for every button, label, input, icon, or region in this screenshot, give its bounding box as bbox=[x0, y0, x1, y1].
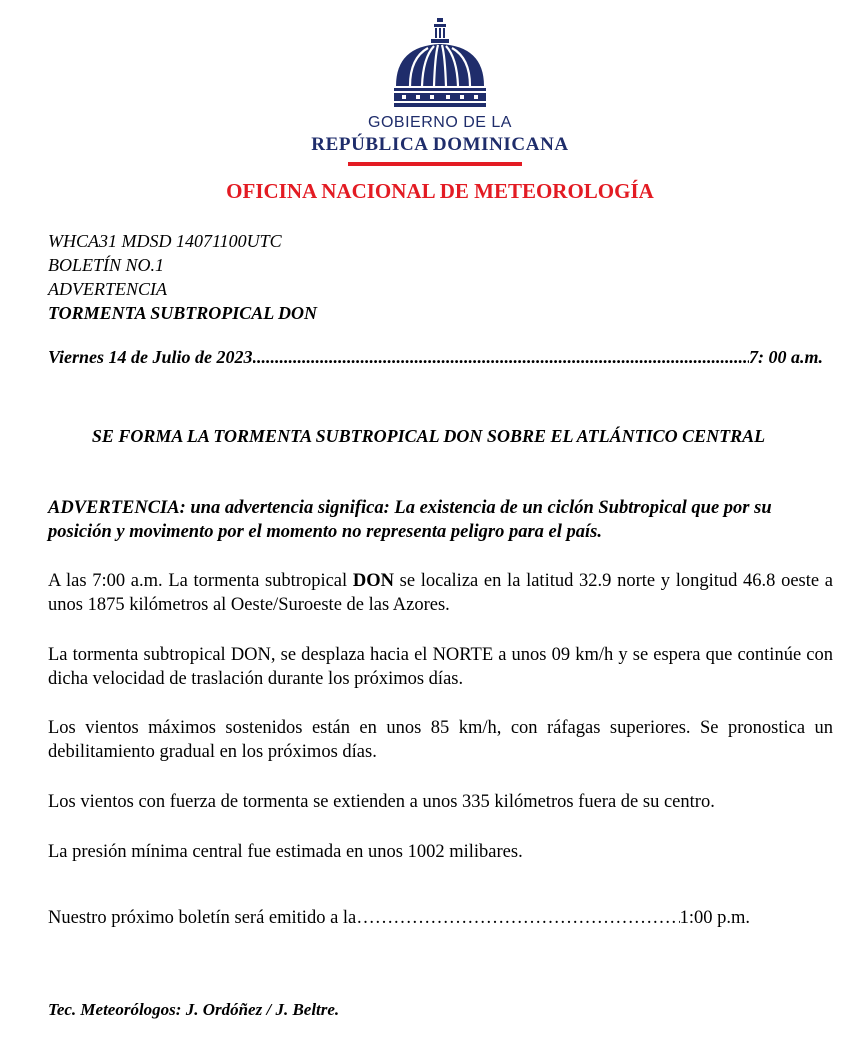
p1-text-b: se localiza en la latitud 32.9 norte y longitud 46.8 oeste a unos 1875 kilómetros al Oeste/Suroeste de las Azores. bbox=[48, 571, 833, 615]
next-bulletin-time: 1:00 p.m. bbox=[679, 908, 750, 928]
warning-definition: ADVERTENCIA: una advertencia significa: La existencia de un ciclón Subtropical que por su posición y movimento por el momento no representa peligro para el país. bbox=[48, 498, 772, 542]
p1-storm-name: DON bbox=[352, 571, 394, 591]
signature: Tec. Meteorólogos: J. Ordóñez / J. Beltre. bbox=[48, 1000, 340, 1019]
paragraph-location bbox=[48, 569, 833, 617]
storm-name: TORMENTA SUBTROPICAL DON bbox=[48, 303, 318, 323]
bulletin-type: ADVERTENCIA bbox=[48, 279, 167, 299]
government-logo bbox=[300, 14, 580, 174]
paragraph-extent: Los vientos con fuerza de tormenta se extienden a unos 335 kilómetros fuera de su centro. bbox=[48, 792, 715, 812]
leader-dots-2 bbox=[356, 908, 679, 929]
capitol-dome-icon bbox=[390, 14, 490, 112]
bulletin-number: BOLETÍN NO.1 bbox=[48, 255, 165, 275]
leader-dots bbox=[253, 347, 749, 368]
paragraph-movement: La tormenta subtropical DON, se desplaza hacia el NORTE a unos 09 km/h y se espera que continúe con dicha velocidad de traslación durante los próximos días. bbox=[48, 645, 833, 689]
red-underline bbox=[348, 162, 522, 166]
gov-title-line2: REPÚBLICA DOMINICANA bbox=[311, 134, 569, 155]
next-bulletin-label: Nuestro próximo boletín será emitido a la bbox=[48, 908, 357, 928]
bulletin-date: Viernes 14 de Julio de 2023 bbox=[48, 347, 253, 367]
paragraph-pressure: La presión mínima central fue estimada en unos 1002 milibares. bbox=[48, 842, 523, 862]
bulletin-time: 7: 00 a.m. bbox=[749, 347, 823, 367]
date-line bbox=[48, 347, 823, 368]
office-title: OFICINA NACIONAL DE METEOROLOGÍA bbox=[226, 179, 654, 203]
headline: SE FORMA LA TORMENTA SUBTROPICAL DON SOBRE EL ATLÁNTICO CENTRAL bbox=[91, 426, 766, 446]
paragraph-winds: Los vientos máximos sostenidos están en unos 85 km/h, con ráfagas superiores. Se pronostica un debilitamiento gradual en los próximos días. bbox=[48, 718, 833, 762]
next-bulletin-line bbox=[48, 908, 750, 929]
gov-title-line1: GOBIERNO DE LA bbox=[368, 114, 512, 131]
bulletin-code: WHCA31 MDSD 14071100UTC bbox=[48, 231, 282, 251]
p1-text-a: A las 7:00 a.m. La tormenta subtropical bbox=[48, 571, 353, 591]
